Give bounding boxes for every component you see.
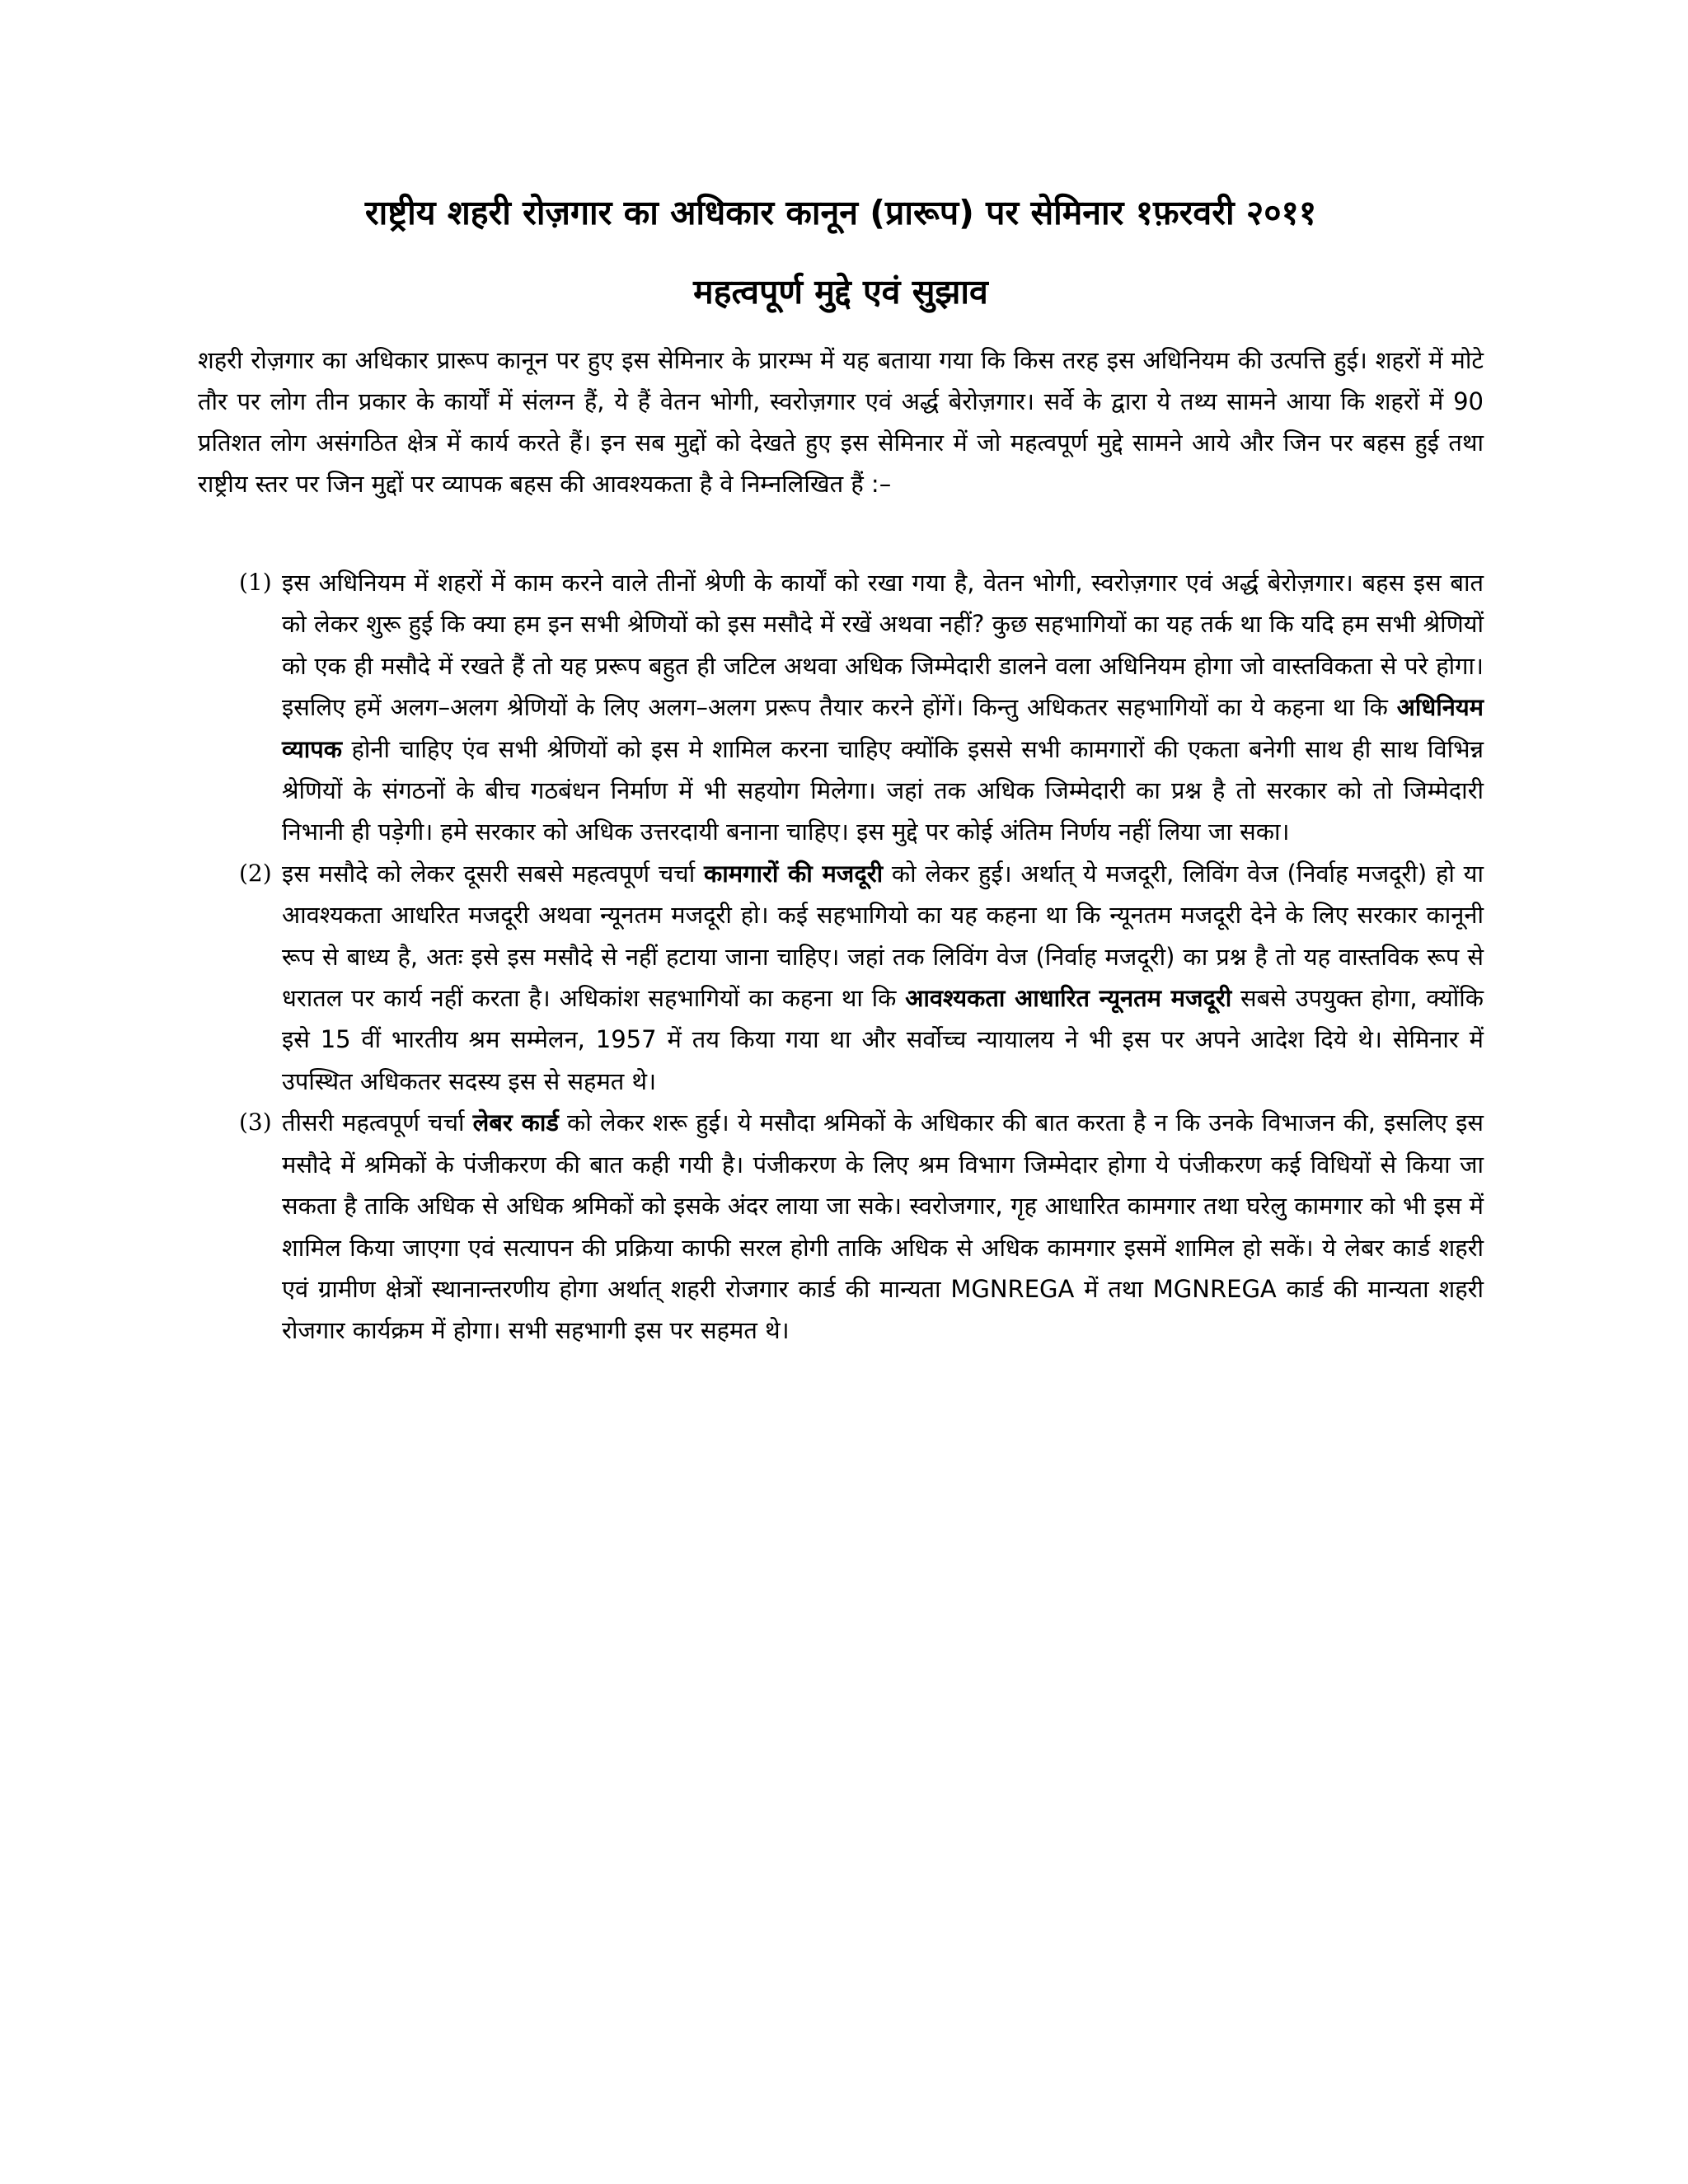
list-item [198, 853, 1484, 1102]
list-item-text: सबसे उपयुक्त होगा, क्योंकि इसे 15 वीं भारतीय श्रम सम्मेलन, 1957 में तय किया गया था और सर्वोच्च न्यायालय ने भी इस पर अपने आदेश दिये थे। सेमिनार में उपस्थित अधिकतर सदस्य इस से सहमत थे। [282, 984, 1484, 1095]
list-item-text: इस मसौदे को लेकर दूसरी सबसे महत्वपूर्ण चर्चा [282, 859, 705, 888]
list-item-bold: अधिनियम व्यापक [282, 693, 1484, 763]
document-page [198, 188, 1484, 1352]
list-item-bold: लेबर कार्ड [472, 1108, 559, 1137]
list-item-text: को लेकर हुई। अर्थात् ये मजदूरी, लिविंग वेज (निर्वाह मजदूरी) हो या आवश्यकता आधरित मजदूरी अथवा न्यूनतम मजदूरी हो। कई सहभागियो का यह कहना था कि न्यूनतम मजदूरी देने के लिए सरकार कानूनी रूप से बाध्य है, अतः इसे इस मसौदे से नहीं हटाया जाना चाहिए। जहां तक लिविंग वेज (निर्वाह मजदूरी) का प्रश्न है तो यह वास्तविक रूप से धरातल पर कार्य नहीं करता है। अधिकांश सहभागियों का कहना था कि [282, 859, 1484, 1013]
list-item-number: (3) [239, 1108, 272, 1137]
list-item-bold: कामगारों की मजदूरी [704, 859, 884, 888]
list-item-bold: आवश्यकता आधारित न्यूनतम मजदूरी [905, 984, 1232, 1013]
list-item-text: इस अधिनियम में शहरों में काम करने वाले तीनों श्रेणी के कार्यों को रखा गया है, वेतन भोगी, स्वरोज़गार एवं अर्द्ध बेरोज़गार। बहस इस बात को लेकर शुरू हुई कि क्या हम इन सभी श्रेणियों को इस मसौदे में रखें अथवा नहीं? कुछ सहभागियों का यह तर्क था कि यदि हम सभी श्रेणियों को एक ही मसौदे में रखते हैं तो यह प्ररूप बहुत ही जटिल अथवा अधिक जिम्मेदारी डालने वला अधिनियम होगा जो वास्तविकता से परे होगा। इसलिए हमें अलग–अलग श्रेणियों के लिए अलग–अलग प्ररूप तैयार करने होंगें। किन्तु अधिकतर सहभागियों का ये कहना था कि [282, 569, 1484, 722]
list-item-text: को लेकर शरू हुई। ये मसौदा श्रमिकों के अधिकार की बात करता है न कि उनके विभाजन की, इसलिए इस मसौदे में श्रमिकों के पंजीकरण की बात कही गयी है। पंजीकरण के लिए श्रम विभाग जिम्मेदार होगा ये पंजीकरण कई विधियों से किया जा सकता है ताकि अधिक से अधिक श्रमिकों को इसके अंदर लाया जा सके। स्वरोजगार, गृह आधारित कामगार तथा घरेलु कामगार को भी इस में शामिल किया जाएगा एवं सत्यापन की प्रक्रिया काफी सरल होगी ताकि अधिक से अधिक कामगार इसमें शामिल हो सकें। ये लेबर कार्ड शहरी एवं ग्रामीण क्षेत्रों स्थानान्तरणीय होगा अर्थात् शहरी रोजगार कार्ड की मान्यता MGNREGA में तथा MGNREGA कार्ड की मान्यता शहरी रोजगार कार्यक्रम में होगा। सभी सहभागी इस पर सहमत थे। [282, 1108, 1484, 1345]
list-item-number: (1) [239, 569, 272, 596]
document-subtitle: महत्वपूर्ण मुद्दे एवं सुझाव [693, 272, 988, 312]
list-item [198, 1102, 1484, 1351]
points-list [198, 562, 1484, 1352]
intro-paragraph: शहरी रोज़गार का अधिकार प्रारूप कानून पर हुए इस सेमिनार के प्रारम्भ में यह बताया गया कि किस तरह इस अधिनियम की उत्पत्ति हुई। शहरों में मोटे तौर पर लोग तीन प्रकार के कार्यों में संलग्न हैं, ये हैं वेतन भोगी, स्वरोज़गार एवं अर्द्ध बेरोज़गार। सर्वे के द्वारा ये तथ्य सामने आया कि शहरों में 90 प्रतिशत लोग असंगठित क्षेत्र में कार्य करते हैं। इन सब मुद्दों को देखते हुए इस सेमिनार में जो महत्वपूर्ण मुद्दे सामने आये और जिन पर बहस हुई तथा राष्ट्रीय स्तर पर जिन मुद्दों पर व्यापक बहस की आवश्यकता है वे निम्नलिखित हैं :– [198, 346, 1484, 498]
list-item-text: होनी चाहिए एंव सभी श्रेणियों को इस मे शामिल करना चाहिए क्योंकि इससे सभी कामगारों की एकता बनेगी साथ ही साथ विभिन्न श्रेणियों के संगठनों के बीच गठबंधन निर्माण में भी सहयोग मिलेगा। जहां तक अधिक जिम्मेदारी का प्रश्न है तो सरकार को तो जिम्मेदारी निभानी ही पड़ेगी। हमे सरकार को अधिक उत्तरदायी बनाना चाहिए। इस मुद्दे पर कोई अंतिम निर्णय नहीं लिया जा सका। [282, 734, 1484, 846]
list-item-number: (2) [239, 859, 272, 887]
list-item [198, 562, 1484, 853]
document-title: राष्ट्रीय शहरी रोज़गार का अधिकार कानून (प्रारूप) पर सेमिनार १फ़रवरी २०११ [364, 193, 1317, 232]
list-item-text: तीसरी महत्वपूर्ण चर्चा [282, 1108, 473, 1137]
